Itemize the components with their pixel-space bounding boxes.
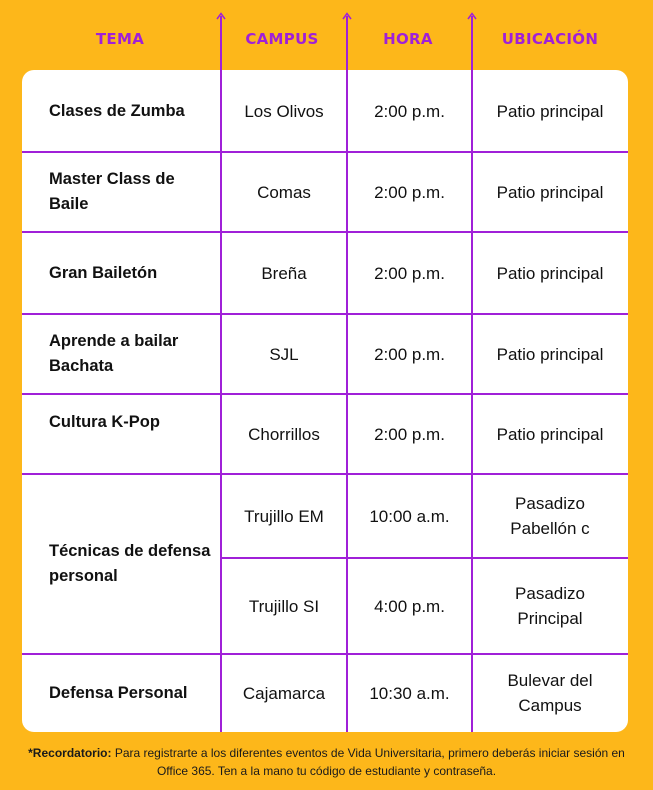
arrow-up-icon — [216, 12, 226, 20]
table-row-campus: Cajamarca — [242, 683, 326, 703]
table-row-location: Pasadizo Pabellón c — [510, 494, 590, 538]
header-campus: CAMPUS — [245, 30, 319, 48]
table-row-campus: Chorrillos — [248, 424, 320, 444]
table-header — [0, 0, 653, 70]
column-divider — [471, 16, 473, 732]
table-row-campus: Breña — [261, 263, 307, 283]
table-row-location: Bulevar del Campus — [507, 671, 593, 715]
table-row-topic: Aprende a bailar Bachata — [49, 332, 179, 375]
footer-text: Para registrarte a los diferentes eventos de Vida Universitaria, primero deberás iniciar sesión en Office 365. Ten a la mano tu código de estudiante y contraseña. — [111, 746, 625, 778]
table-row-time: 10:30 a.m. — [369, 683, 450, 703]
arrow-up-icon — [342, 12, 352, 20]
table-row-campus: Trujillo SI — [248, 596, 320, 616]
table-row-time: 4:00 p.m. — [374, 596, 445, 616]
schedule-table — [22, 70, 628, 732]
column-divider — [346, 16, 348, 732]
table-row-location: Patio principal — [496, 344, 604, 364]
table-row-topic: Defensa Personal — [49, 683, 188, 702]
table-row-campus: Trujillo EM — [244, 506, 324, 526]
row-divider — [22, 393, 628, 395]
row-divider — [22, 473, 628, 475]
table-row-campus: Comas — [257, 182, 311, 202]
table-row-location: Patio principal — [496, 263, 604, 283]
table-row-time: 2:00 p.m. — [374, 101, 445, 121]
table-row-time: 10:00 a.m. — [369, 506, 450, 526]
table-row-location: Pasadizo Principal — [515, 584, 585, 628]
footer-label: *Recordatorio: — [28, 746, 112, 760]
table-row-topic: Master Class de Baile — [49, 170, 175, 213]
row-divider — [22, 231, 628, 233]
table-row-topic: Técnicas de defensa personal — [49, 542, 211, 585]
table-row-location: Patio principal — [496, 182, 604, 202]
footer-reminder — [20, 744, 633, 780]
table-row-time: 2:00 p.m. — [374, 182, 445, 202]
column-divider — [220, 16, 222, 732]
table-row-campus: Los Olivos — [244, 101, 324, 121]
row-divider — [221, 557, 628, 559]
table-row-location: Patio principal — [496, 424, 604, 444]
table-row-location: Patio principal — [496, 101, 604, 121]
arrow-up-icon — [467, 12, 477, 20]
row-divider — [22, 151, 628, 153]
table-row-topic: Clases de Zumba — [49, 101, 185, 120]
header-time: HORA — [383, 30, 433, 48]
table-row-topic: Cultura K-Pop — [49, 412, 160, 431]
table-row-time: 2:00 p.m. — [374, 263, 445, 283]
row-divider — [22, 653, 628, 655]
header-topic: TEMA — [95, 30, 145, 48]
table-row-campus: SJL — [269, 344, 299, 364]
table-row-time: 2:00 p.m. — [374, 424, 445, 444]
table-row-time: 2:00 p.m. — [374, 344, 445, 364]
row-divider — [22, 313, 628, 315]
header-location: UBICACIÓN — [501, 30, 599, 48]
table-row-topic: Gran Bailetón — [49, 263, 158, 282]
